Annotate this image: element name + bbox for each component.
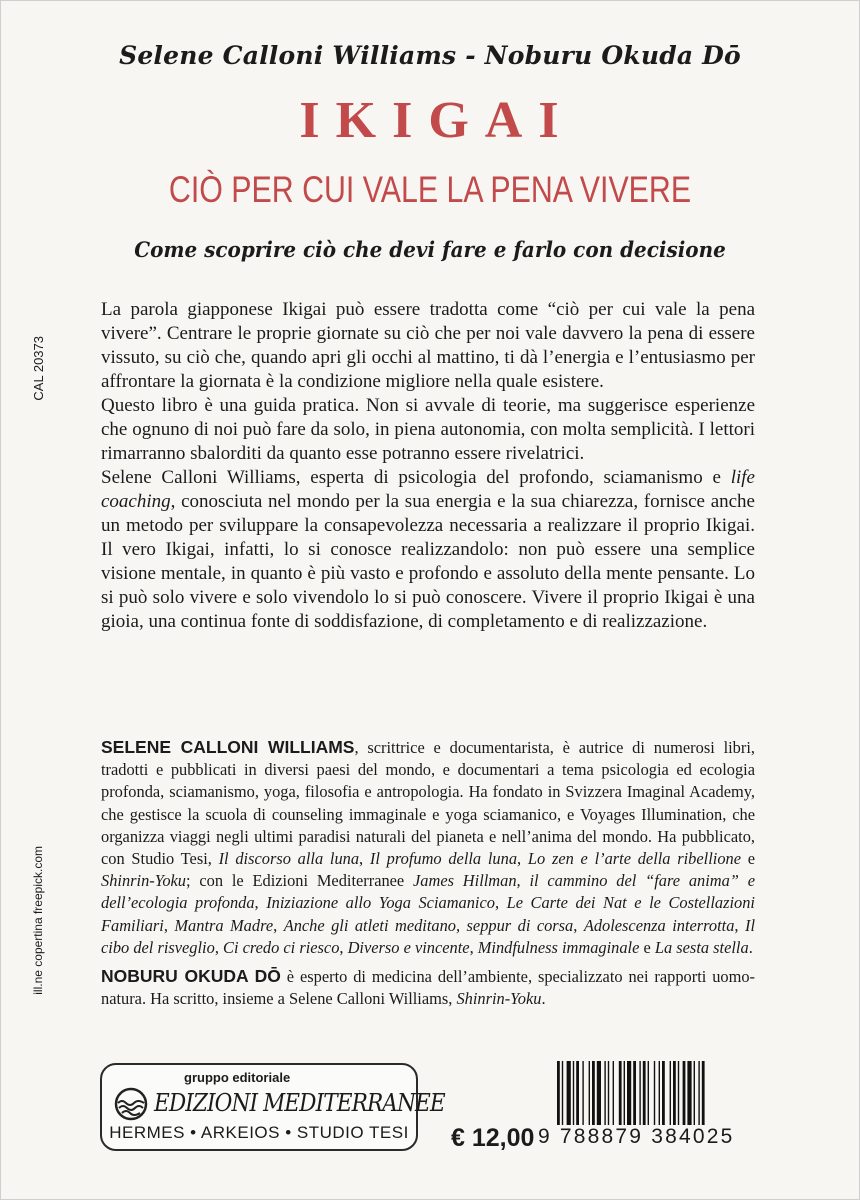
description-paragraph-3	[101, 466, 755, 634]
publisher-name: EDIZIONI MEDITERRANEE	[154, 1089, 445, 1117]
text-span: .	[541, 989, 546, 1009]
barcode-bar	[597, 1061, 601, 1131]
book-title-ref: James Hillman, il cammino del “fare anima” e dell’ecologia profonda	[101, 871, 755, 913]
text-span: .	[748, 937, 753, 957]
barcode-bar	[604, 1061, 605, 1131]
barcode-bar	[633, 1061, 636, 1131]
book-title-ref: Ci credo ci riesco	[223, 937, 340, 957]
book-title: IKIGAI	[299, 92, 575, 149]
text-span: ; con le Edizioni Mediterranee	[186, 871, 414, 891]
barcode-bar	[654, 1061, 655, 1131]
barcode-bar	[662, 1061, 665, 1131]
author-bio-noburu	[101, 965, 755, 1010]
isbn-number: 9 788879 384025	[538, 1125, 764, 1149]
barcode-bar	[624, 1061, 625, 1131]
book-title-ref: La sesta stella	[654, 937, 749, 957]
text-span: ,	[359, 849, 370, 869]
barcode-bar	[678, 1061, 679, 1131]
barcode-bar	[619, 1061, 622, 1131]
book-title-ref: Shinrin-Yoku	[101, 871, 187, 891]
text-span: ,	[254, 893, 267, 913]
barcode-bar	[608, 1061, 609, 1131]
text-span: e	[639, 937, 655, 957]
text-span: ,	[494, 893, 507, 913]
text-span: e	[740, 849, 756, 869]
publisher-imprints: HERMES • ARKEIOS • STUDIO TESI	[109, 1123, 409, 1142]
text-span: , conosciuta nel mondo per la sua energia e la sua chiarezza, fornisce anche un metodo per sviluppare la consapevolezza necessaria a realizzare il proprio Ikigai. Il vero Ikigai, infatti, lo si conosce realizzandolo: non può essere una semplice visione mentale, in quanto è più vasto e profondo e assoluto della mente pensante. Lo si può solo vivere e solo vivendolo lo si può conoscere. Vivere il proprio Ikigai è una gioia, una continua fonte di soddisfazione, di completamento e di realizzazione.	[101, 491, 755, 632]
cover-illustration-credit: ill.ne copertina freepick.com	[31, 846, 45, 995]
book-subtitle: CIÒ PER CUI VALE LA PENA VIVERE	[168, 169, 692, 210]
text-span: ,	[273, 915, 284, 935]
text-span: Selene Calloni Williams, esperta di psicologia del profondo, sciamanismo e	[101, 467, 731, 488]
barcode-bar	[582, 1061, 583, 1131]
publisher-logo-box	[100, 1063, 445, 1151]
book-title-ref: Il discorso alla luna	[218, 849, 360, 869]
book-title-ref: Le Carte dei Nat e le Costellazioni Familiari	[101, 893, 755, 935]
barcode-bar	[589, 1061, 590, 1131]
text-span: ,	[214, 937, 224, 957]
book-title-ref: Iniziazione allo Yoga Sciamanico	[266, 893, 495, 913]
description-paragraph-2: Questo libro è una guida pratica. Non si avvale di teorie, ma suggerisce esperienze che ognuno di noi può fare da solo, in piena autonomia, con molta semplicità. I lettori rimarranno sbalorditi da quanto esse potranno essere rivelatrici.	[101, 395, 755, 464]
barcode-bar	[648, 1061, 649, 1131]
book-title-ref: Il cibo del risveglio	[101, 915, 755, 957]
barcode-bar	[639, 1061, 640, 1131]
barcode-bar	[698, 1061, 699, 1131]
italic-term: life coaching	[101, 467, 755, 512]
authors-line: Selene Calloni Williams - Noburu Okuda Dō	[119, 41, 741, 70]
text-span: ,	[517, 849, 528, 869]
text-span: ,	[573, 915, 584, 935]
barcode-bar	[627, 1061, 631, 1131]
text-span: ,	[339, 937, 348, 957]
author-bios	[101, 736, 755, 1010]
author-bio-selene	[101, 736, 755, 959]
barcode-bar	[643, 1061, 646, 1131]
book-title-ref: Lo zen e l’arte della ribellione	[527, 849, 741, 869]
barcode-bar	[576, 1061, 579, 1131]
book-title-ref: Shinrin-Yoku	[456, 989, 542, 1009]
barcode-bar	[562, 1061, 563, 1131]
book-title-ref: Diverso e vincente	[347, 937, 470, 957]
book-title-ref: Mantra Madre	[174, 915, 274, 935]
barcode-bar	[683, 1061, 686, 1131]
publisher-group-label: gruppo editoriale	[184, 1070, 291, 1085]
book-title-ref: Il profumo della luna	[369, 849, 518, 869]
barcode-bar	[613, 1061, 614, 1131]
price-label: € 12,00	[451, 1124, 535, 1152]
book-title-ref: Anche gli atleti meditano, seppur di corsa	[283, 915, 574, 935]
barcode-bar	[670, 1061, 671, 1131]
text-span: ,	[734, 915, 745, 935]
text-span: ,	[163, 915, 175, 935]
barcode-bar	[694, 1061, 695, 1131]
wave-logo-icon	[112, 1087, 150, 1121]
barcode-bar	[687, 1061, 691, 1131]
book-title-ref: Mindfulness immaginale	[477, 937, 640, 957]
text-span: , scrittrice e documentarista, è autrice di numerosi libri, tradotti e pubblicati in diversi paesi del mondo, e documentari a tema psicologia ed ecologia profonda, sciamanismo, yoga, filosofia e antropologia. Ha fondato in Svizzera Imaginal Academy, che gestisce la scuola di counseling immaginale e yoga sciamanico, e Voyages Illumination, che organizza viaggi negli ultimi paradisi naturali del pianeta e nell’anima del mondo. Ha pubblicato, con Studio Tesi,	[101, 738, 755, 869]
barcode-bar	[673, 1061, 676, 1131]
barcode-bar	[567, 1061, 571, 1131]
text-span: è esperto di medicina dell’ambiente, specializzato nei rapporti uomo-natura. Ha scritto, insieme a Selene Calloni Williams,	[101, 967, 755, 1009]
barcode-bar	[592, 1061, 595, 1131]
barcode-bar	[573, 1061, 574, 1131]
text-span: ,	[469, 937, 478, 957]
author-name: NOBURU OKUDA DŌ	[101, 966, 281, 987]
barcode-bar	[659, 1061, 660, 1131]
book-description	[101, 298, 755, 634]
author-name: SELENE CALLONI WILLIAMS	[101, 737, 355, 757]
book-title-ref: Adolescenza interrotta	[583, 915, 735, 935]
barcode-bar	[702, 1061, 705, 1131]
description-paragraph-1: La parola giapponese Ikigai può essere tradotta come “ciò per cui vale la pena vivere”. Centrare le proprie giornate su ciò che per noi vale davvero la pena di essere vissuto, su ciò che, quando apri gli occhi al mattino, ti dà l’energia e l’entusiasmo per affrontare la giornata è la condizione migliore nella quale esistere.	[101, 299, 755, 392]
barcode-bar	[557, 1061, 560, 1131]
catalog-code: CAL 20373	[31, 336, 46, 401]
book-tagline: Come scoprire ciò che devi fare e farlo con decisione	[134, 237, 726, 262]
